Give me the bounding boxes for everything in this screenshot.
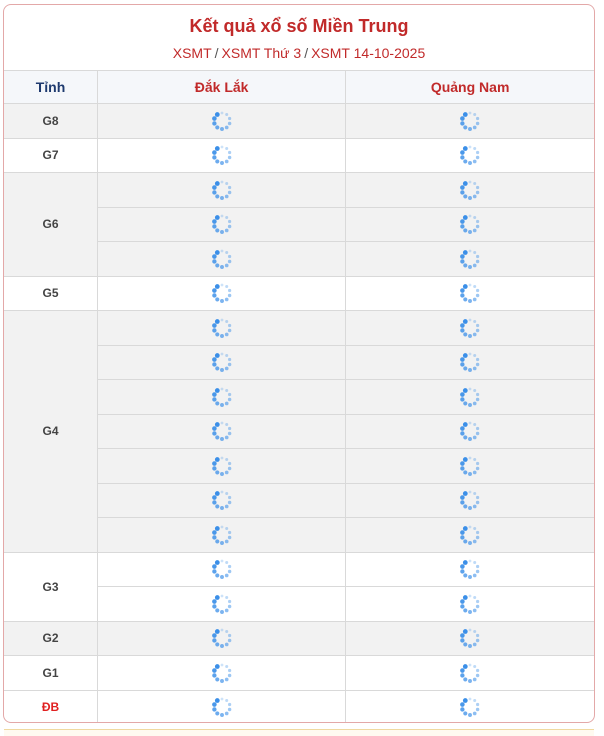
result-cell bbox=[98, 173, 346, 208]
loading-spinner-icon bbox=[459, 250, 481, 267]
loading-spinner-icon bbox=[211, 146, 233, 163]
result-cell bbox=[346, 518, 594, 553]
column-header-quang-nam[interactable]: Quảng Nam bbox=[346, 71, 594, 104]
table-row bbox=[4, 138, 594, 173]
loading-spinner-icon bbox=[211, 526, 233, 543]
table-row bbox=[4, 104, 594, 139]
prize-label: G4 bbox=[4, 311, 98, 553]
result-cell bbox=[346, 656, 594, 691]
result-cell bbox=[98, 242, 346, 277]
column-header-province: Tỉnh bbox=[4, 71, 98, 104]
page-title: Kết quả xổ số Miền Trung bbox=[189, 16, 409, 36]
result-cell bbox=[346, 587, 594, 622]
next-section-edge bbox=[4, 729, 594, 736]
loading-spinner-icon bbox=[211, 560, 233, 577]
table-row bbox=[4, 311, 594, 346]
loading-spinner-icon bbox=[459, 215, 481, 232]
result-cell bbox=[98, 138, 346, 173]
loading-spinner-icon bbox=[211, 422, 233, 439]
result-cell bbox=[98, 552, 346, 587]
loading-spinner-icon bbox=[211, 595, 233, 612]
prize-label: G5 bbox=[4, 276, 98, 311]
result-cell bbox=[98, 449, 346, 484]
prize-label: ĐB bbox=[4, 690, 98, 723]
result-cell bbox=[346, 690, 594, 723]
loading-spinner-icon bbox=[211, 698, 233, 715]
result-cell bbox=[98, 276, 346, 311]
result-cell bbox=[98, 483, 346, 518]
result-cell bbox=[98, 690, 346, 723]
loading-spinner-icon bbox=[459, 319, 481, 336]
result-cell bbox=[98, 207, 346, 242]
table-row bbox=[4, 621, 594, 656]
loading-spinner-icon bbox=[211, 457, 233, 474]
result-cell bbox=[98, 345, 346, 380]
loading-spinner-icon bbox=[459, 146, 481, 163]
prize-label: G1 bbox=[4, 656, 98, 691]
result-cell bbox=[346, 138, 594, 173]
result-cell bbox=[98, 414, 346, 449]
loading-spinner-icon bbox=[459, 284, 481, 301]
result-cell bbox=[346, 207, 594, 242]
result-cell bbox=[98, 380, 346, 415]
result-cell bbox=[346, 621, 594, 656]
breadcrumb-link-weekday[interactable]: XSMT Thứ 3 bbox=[221, 45, 302, 61]
loading-spinner-icon bbox=[459, 595, 481, 612]
result-cell bbox=[98, 587, 346, 622]
prize-label: G2 bbox=[4, 621, 98, 656]
loading-spinner-icon bbox=[459, 353, 481, 370]
result-cell bbox=[346, 242, 594, 277]
loading-spinner-icon bbox=[211, 250, 233, 267]
table-row bbox=[4, 690, 594, 723]
results-card bbox=[3, 4, 595, 723]
loading-spinner-icon bbox=[211, 215, 233, 232]
loading-spinner-icon bbox=[211, 629, 233, 646]
result-cell bbox=[346, 104, 594, 139]
result-cell bbox=[346, 449, 594, 484]
table-row bbox=[4, 173, 594, 208]
loading-spinner-icon bbox=[459, 181, 481, 198]
table-row bbox=[4, 552, 594, 587]
result-cell bbox=[98, 518, 346, 553]
results-body bbox=[4, 104, 594, 724]
loading-spinner-icon bbox=[459, 388, 481, 405]
breadcrumb bbox=[4, 45, 594, 61]
loading-spinner-icon bbox=[211, 491, 233, 508]
breadcrumb-link-xsmt[interactable]: XSMT bbox=[172, 45, 212, 61]
loading-spinner-icon bbox=[211, 388, 233, 405]
column-header-dak-lak[interactable]: Đắk Lắk bbox=[98, 71, 346, 104]
result-cell bbox=[98, 104, 346, 139]
prize-label: G3 bbox=[4, 552, 98, 621]
loading-spinner-icon bbox=[459, 526, 481, 543]
result-cell bbox=[346, 276, 594, 311]
loading-spinner-icon bbox=[211, 284, 233, 301]
loading-spinner-icon bbox=[459, 112, 481, 129]
loading-spinner-icon bbox=[459, 422, 481, 439]
prize-label: G7 bbox=[4, 138, 98, 173]
loading-spinner-icon bbox=[459, 629, 481, 646]
result-cell bbox=[346, 311, 594, 346]
loading-spinner-icon bbox=[459, 664, 481, 681]
result-cell bbox=[98, 621, 346, 656]
prize-label: G8 bbox=[4, 104, 98, 139]
loading-spinner-icon bbox=[459, 698, 481, 715]
loading-spinner-icon bbox=[211, 353, 233, 370]
result-cell bbox=[346, 345, 594, 380]
loading-spinner-icon bbox=[211, 319, 233, 336]
result-cell bbox=[98, 656, 346, 691]
loading-spinner-icon bbox=[459, 491, 481, 508]
breadcrumb-separator: / bbox=[304, 45, 309, 61]
result-cell bbox=[98, 311, 346, 346]
result-cell bbox=[346, 552, 594, 587]
loading-spinner-icon bbox=[459, 560, 481, 577]
results-table bbox=[4, 70, 594, 723]
loading-spinner-icon bbox=[211, 181, 233, 198]
table-row bbox=[4, 656, 594, 691]
breadcrumb-link-date[interactable]: XSMT 14-10-2025 bbox=[311, 45, 426, 61]
result-cell bbox=[346, 380, 594, 415]
loading-spinner-icon bbox=[211, 112, 233, 129]
result-cell bbox=[346, 173, 594, 208]
result-cell bbox=[346, 414, 594, 449]
result-cell bbox=[346, 483, 594, 518]
loading-spinner-icon bbox=[459, 457, 481, 474]
results-header bbox=[4, 5, 594, 70]
loading-spinner-icon bbox=[211, 664, 233, 681]
table-header-row bbox=[4, 71, 594, 104]
breadcrumb-separator: / bbox=[214, 45, 219, 61]
table-row bbox=[4, 276, 594, 311]
prize-label: G6 bbox=[4, 173, 98, 277]
